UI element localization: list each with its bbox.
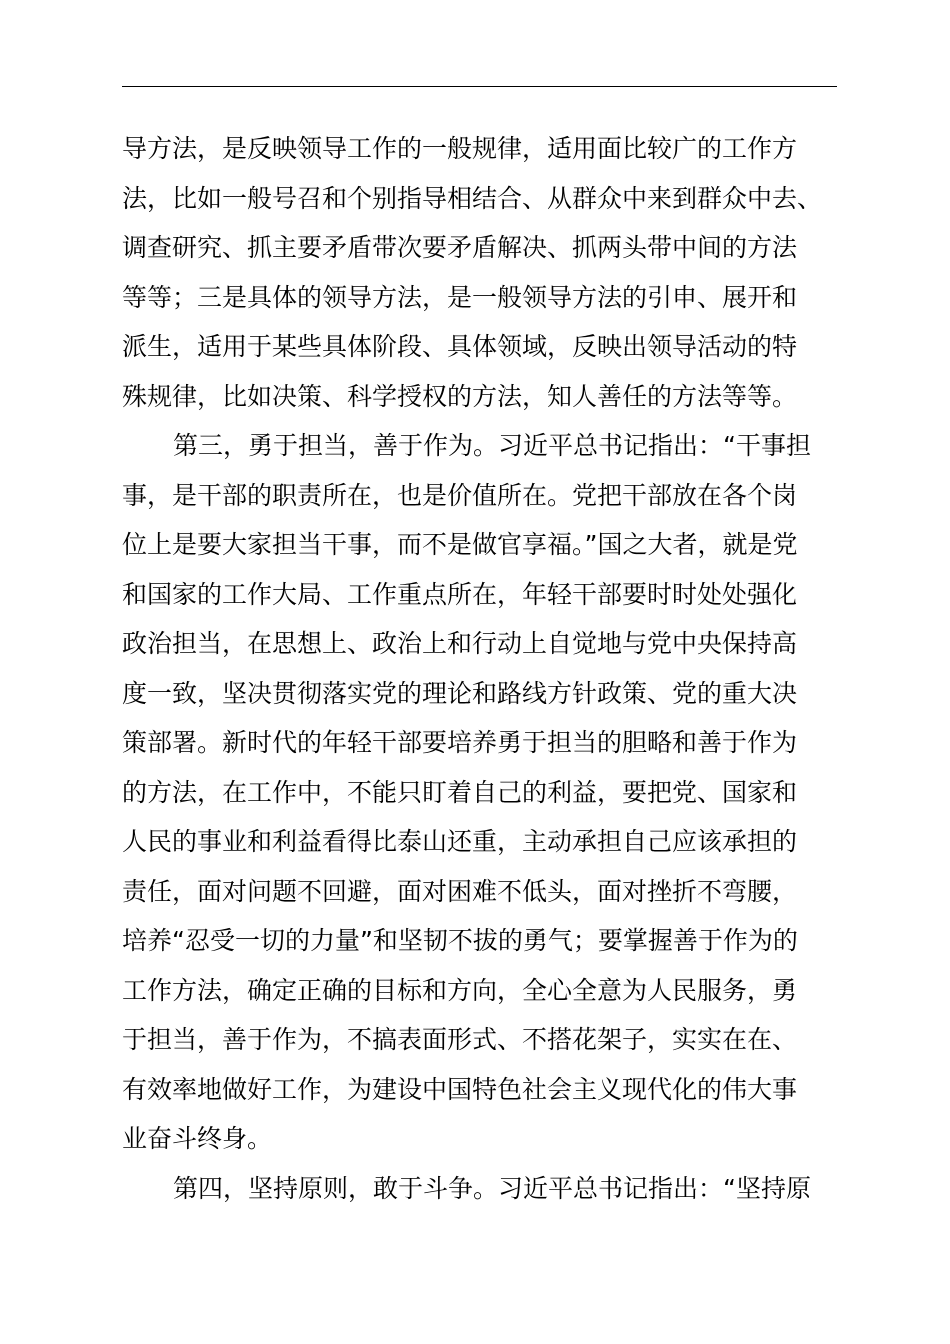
text-line: 位上是要大家担当干事，而不是做官享福。”国之大者，就是党 (122, 530, 798, 559)
body-text (122, 124, 840, 1213)
text-line: 和国家的工作大局、工作重点所在，年轻干部要时时处处强化 (122, 579, 798, 609)
text-line: 导方法，是反映领导工作的一般规律，适用面比较广的工作方 (122, 134, 798, 163)
text-line: 殊规律，比如决策、科学授权的方法，知人善任的方法等等。 (122, 381, 798, 411)
text-line: 度一致，坚决贯彻落实党的理论和路线方针政策、党的重大决 (122, 678, 798, 708)
text-line: 工作方法，确定正确的目标和方向，全心全意为人民服务，勇 (122, 975, 798, 1005)
text-line: 的方法，在工作中，不能只盯着自己的利益，要把党、国家和 (122, 777, 798, 807)
text-line: 责任，面对问题不回避，面对困难不低头，面对挫折不弯腰， (122, 876, 798, 906)
header-rule (122, 86, 837, 87)
text-line: 于担当，善于作为，不搞表面形式、不搭花架子，实实在在、 (122, 1025, 798, 1054)
text-line: 策部署。新时代的年轻干部要培养勇于担当的胆略和善于作为 (122, 728, 798, 757)
text-line: 业奋斗终身。 (122, 1124, 273, 1153)
text-line: 有效率地做好工作，为建设中国特色社会主义现代化的伟大事 (122, 1074, 798, 1104)
paragraph-start-line: 第四，坚持原则，敢于斗争。习近平总书记指出：“坚持原 (173, 1173, 811, 1203)
text-line: 法，比如一般号召和个别指导相结合、从群众中来到群众中去、 (122, 183, 823, 213)
paragraph-start-line: 第三，勇于担当，善于作为。习近平总书记指出：“干事担 (173, 431, 811, 460)
text-line: 等等；三是具体的领导方法，是一般领导方法的引申、展开和 (122, 282, 798, 312)
text-line: 政治担当，在思想上、政治上和行动上自觉地与党中央保持高 (122, 629, 798, 658)
text-line: 人民的事业和利益看得比泰山还重，主动承担自己应该承担的 (122, 827, 798, 856)
text-line: 事，是干部的职责所在，也是价值所在。党把干部放在各个岗 (122, 480, 798, 510)
text-line: 培养“忍受一切的力量”和坚韧不拔的勇气；要掌握善于作为的 (122, 926, 798, 955)
text-line: 派生，适用于某些具体阶段、具体领域，反映出领导活动的特 (122, 332, 798, 361)
text-line: 调查研究、抓主要矛盾带次要矛盾解决、抓两头带中间的方法 (122, 233, 798, 262)
